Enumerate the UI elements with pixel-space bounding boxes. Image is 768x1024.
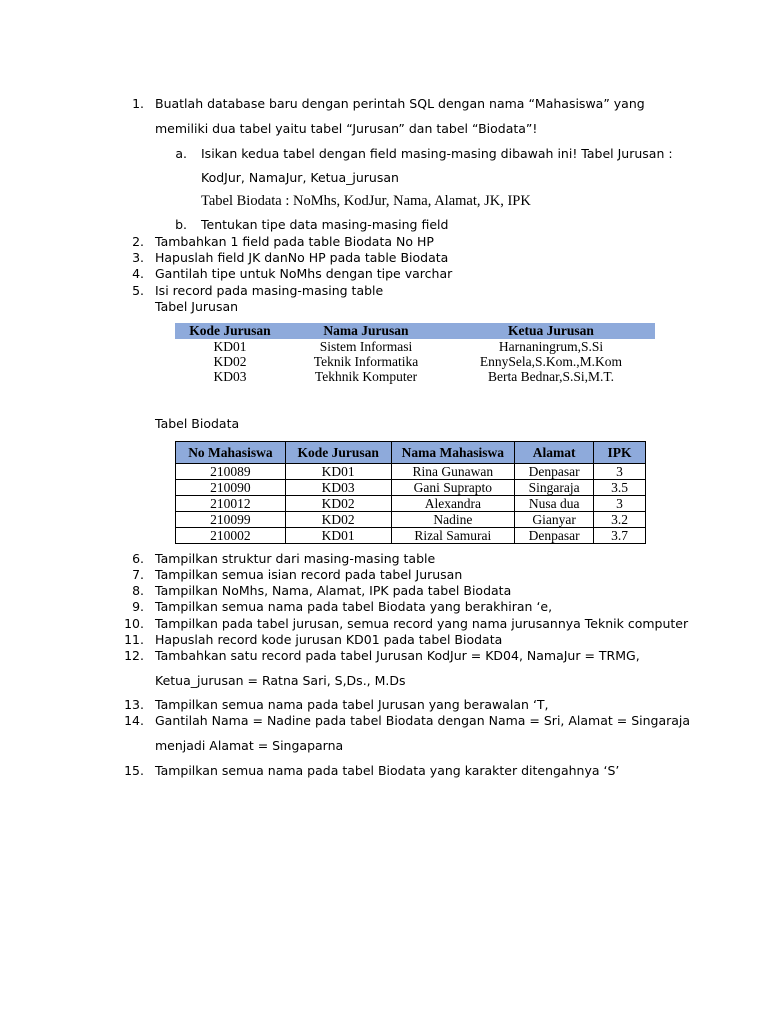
table-cell: KD02 [285,512,391,528]
instruction-text: Buatlah database baru dengan perintah SQL dengan nama “Mahasiswa” yang [155,96,645,111]
list-number: 6. [132,551,144,566]
column-header: Nama Mahasiswa [391,442,515,464]
list-number: 3. [132,250,144,265]
table-cell: Sistem Informasi [319,339,413,354]
instruction-text: Hapuslah record kode jurusan KD01 pada tabel Biodata [155,632,503,647]
table-cell: 3 [594,496,646,512]
table-cell: KD03 [285,480,391,496]
table-jurusan [175,323,655,384]
table-cell: Nadine [391,512,515,528]
column-header: No Mahasiswa [176,442,286,464]
table-cell: 210012 [176,496,286,512]
instruction-text: Tentukan tipe data masing-masing field [201,217,449,232]
table-cell: Nusa dua [515,496,594,512]
table-cell: KD02 [213,354,247,369]
table-cell: Harnaningrum,S.Si [498,339,604,354]
table-cell: 210002 [176,528,286,544]
table-cell: 210090 [176,480,286,496]
table-cell: Gani Suprapto [391,480,515,496]
table-row [175,339,655,354]
table-cell: 3.7 [594,528,646,544]
table-cell: EnnySela,S.Kom.,M.Kom [479,354,623,369]
table-cell: 210099 [176,512,286,528]
table-row [176,464,646,480]
table-cell: Denpasar [515,464,594,480]
list-number: 2. [132,234,144,249]
list-number: 12. [124,648,144,663]
table-cell: Gianyar [515,512,594,528]
instruction-text: Tabel Biodata : NoMhs, KodJur, Nama, Alamat, JK, IPK [201,193,531,209]
instruction-text: Isi record pada masing-masing table [155,283,384,298]
instruction-text: Tampilkan semua nama pada tabel Jurusan yang berawalan ‘T, [155,697,549,712]
table-cell: KD03 [213,369,247,384]
column-header: IPK [594,442,646,464]
table-cell: 3.5 [594,480,646,496]
table-cell: 210089 [176,464,286,480]
column-header: Alamat [515,442,594,464]
instruction-text: Gantilah Nama = Nadine pada tabel Biodata dengan Nama = Sri, Alamat = Singaraja [155,713,691,728]
table-cell: KD01 [213,339,247,354]
list-number: 7. [132,567,144,582]
instruction-text: Hapuslah field JK danNo HP pada table Biodata [155,250,449,265]
instruction-text: memiliki dua tabel yaitu tabel “Jurusan” dan tabel “Biodata”! [155,121,538,136]
column-header: Ketua Jurusan [447,323,655,339]
list-letter: b. [175,217,187,232]
table-cell: Singaraja [515,480,594,496]
instruction-text: Tampilkan pada tabel jurusan, semua record yang nama jurusannya Teknik computer [155,616,689,631]
table-cell: 3.2 [594,512,646,528]
instruction-text: Tampilkan semua nama pada tabel Biodata yang karakter ditengahnya ‘S’ [155,763,620,778]
table-row [175,354,655,369]
instruction-text: KodJur, NamaJur, Ketua_jurusan [201,170,399,185]
list-number: 1. [132,96,144,111]
instruction-text: Gantilah tipe untuk NoMhs dengan tipe varchar [155,266,453,281]
table-cell: KD01 [285,464,391,480]
instruction-text: Tampilkan semua isian record pada tabel Jurusan [155,567,463,582]
list-letter: a. [175,146,187,161]
table-header-row [175,323,655,339]
table-cell: Tekhnik Komputer [314,369,418,384]
table-biodata [175,441,646,544]
table-caption: Tabel Biodata [155,416,240,431]
table-cell: Berta Bednar,S.Si,M.T. [488,369,614,384]
column-header: Kode Jurusan [285,442,391,464]
instruction-text: Tampilkan NoMhs, Nama, Alamat, IPK pada tabel Biodata [155,583,512,598]
instruction-text: Isikan kedua tabel dengan field masing-masing dibawah ini! Tabel Jurusan : [201,146,673,161]
instruction-text: Tampilkan semua nama pada tabel Biodata yang berakhiran ‘e, [155,599,553,614]
instruction-text: menjadi Alamat = Singaparna [155,738,344,753]
instruction-text: Ketua_jurusan = Ratna Sari, S,Ds., M.Ds [155,673,406,688]
table-row [175,369,655,384]
instruction-text: Tampilkan struktur dari masing-masing table [155,551,436,566]
table-row [176,528,646,544]
table-row [176,496,646,512]
list-number: 9. [132,599,144,614]
list-number: 10. [124,616,144,631]
table-cell: Rina Gunawan [391,464,515,480]
column-header: Kode Jurusan [175,323,285,339]
list-number: 4. [132,266,144,281]
table-cell: Teknik Informatika [313,354,419,369]
list-number: 13. [124,697,144,712]
list-number: 15. [124,763,144,778]
column-header: Nama Jurusan [285,323,447,339]
table-cell: KD02 [285,496,391,512]
table-row [176,512,646,528]
instruction-text: Tambahkan satu record pada tabel Jurusan KodJur = KD04, NamaJur = TRMG, [155,648,640,663]
list-number: 14. [124,713,144,728]
table-cell: Alexandra [391,496,515,512]
list-number: 8. [132,583,144,598]
table-caption: Tabel Jurusan [155,299,239,314]
list-number: 11. [124,632,144,647]
table-header-row [176,442,646,464]
table-row [176,480,646,496]
table-cell: Rizal Samurai [391,528,515,544]
table-cell: KD01 [285,528,391,544]
list-number: 5. [132,283,144,298]
table-cell: 3 [594,464,646,480]
table-cell: Denpasar [515,528,594,544]
instruction-text: Tambahkan 1 field pada table Biodata No HP [155,234,434,249]
